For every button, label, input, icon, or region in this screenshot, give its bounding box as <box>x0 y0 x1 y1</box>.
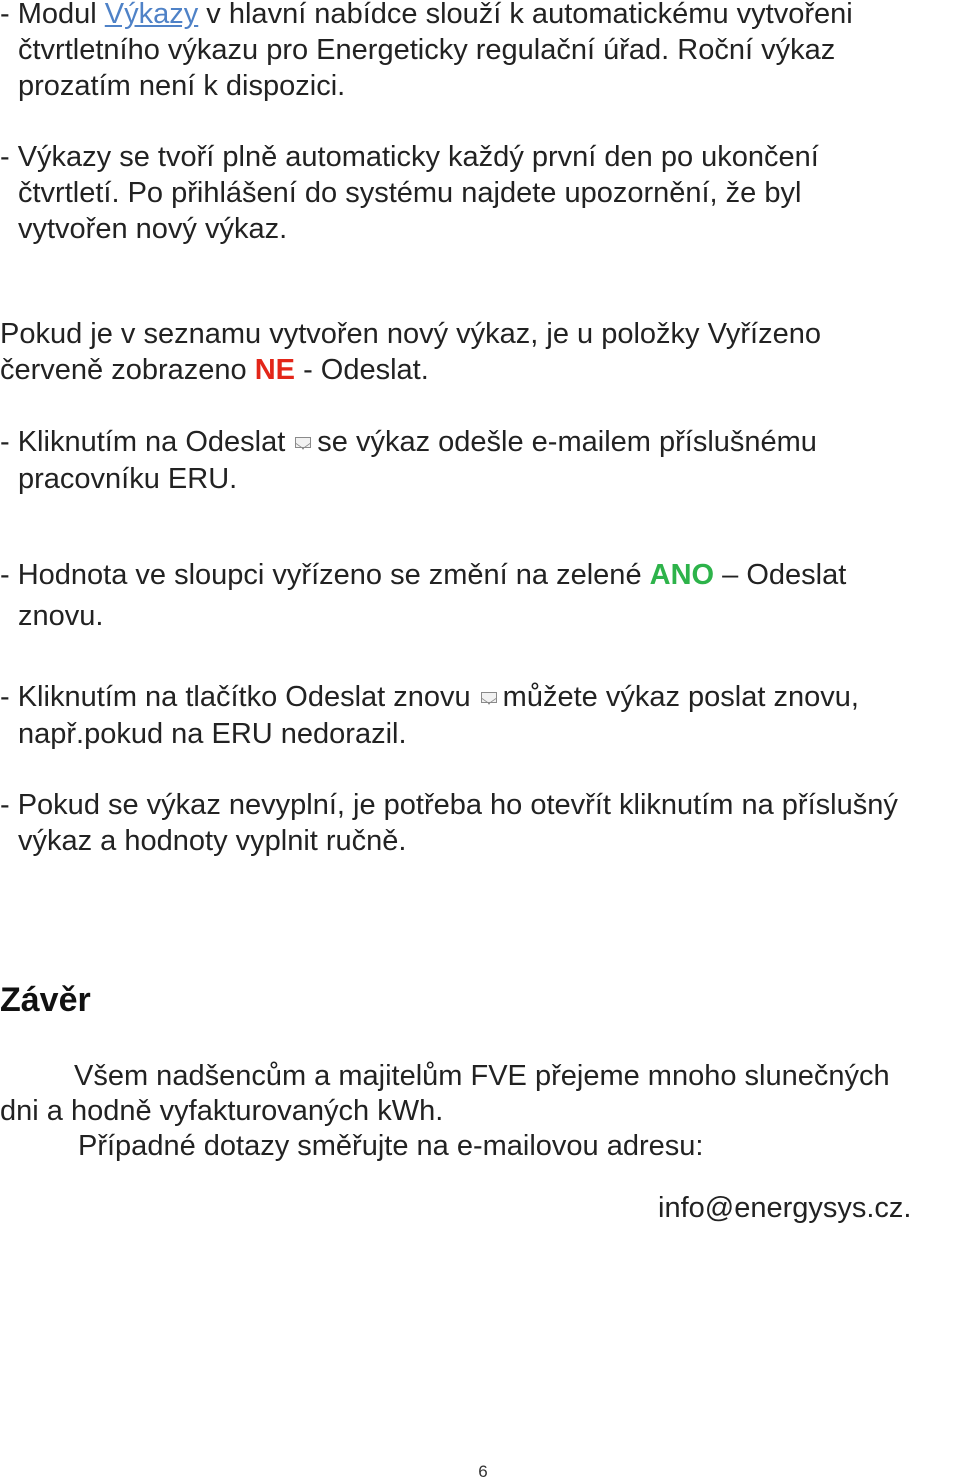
conclusion-line2: dni a hodně vyfakturovaných kWh. <box>0 1095 444 1127</box>
conclusion-line1: Všem nadšencům a majitelům FVE přejeme mnoho slunečných <box>74 1060 890 1092</box>
status-yes: ANO <box>649 559 715 591</box>
p5-line2: znovu. <box>18 600 104 632</box>
p7-line1: - Pokud se výkaz nevyplní, je potřeba ho otevřít kliknutím na příslušný <box>0 789 898 821</box>
page-number: 6 <box>478 1462 488 1481</box>
p2-line1: - Výkazy se tvoří plně automaticky každý první den po ukončení <box>0 141 819 173</box>
vykazy-link[interactable]: Výkazy <box>104 0 199 30</box>
p5-line1: - Hodnota ve sloupci vyřízeno se změní na zelené ANO – Odeslat <box>0 559 847 591</box>
p3-line1: Pokud je v seznamu vytvořen nový výkaz, je u položky Vyřízeno <box>0 318 821 350</box>
status-no: NE <box>254 354 296 386</box>
p1-line1: - Modul Výkazy v hlavní nabídce slouží k automatickému vytvořeni <box>0 0 853 30</box>
p3-line2: červeně zobrazeno NE - Odeslat. <box>0 354 429 386</box>
p2-line3: vytvořen nový výkaz. <box>18 213 288 245</box>
p6-line1: - Kliknutím na tlačítko Odeslat znovu můžete výkaz poslat znovu, <box>0 681 859 713</box>
contact-email: info@energysys.cz. <box>658 1192 912 1224</box>
p4-line1: - Kliknutím na Odeslat se výkaz odešle e-mailem příslušnému <box>0 426 817 458</box>
p2-line2: čtvrtletí. Po přihlášení do systému najdete upozornění, že byl <box>18 177 802 209</box>
p7-line2: výkaz a hodnoty vyplnit ručně. <box>18 825 407 857</box>
p1-line3: prozatím není k dispozici. <box>18 70 346 102</box>
p6-line2: např.pokud na ERU nedorazil. <box>18 718 407 750</box>
conclusion-line3: Případné dotazy směřujte na e-mailovou adresu: <box>78 1130 704 1162</box>
conclusion-heading: Závěr <box>0 981 91 1019</box>
p4-line2: pracovníku ERU. <box>18 463 238 495</box>
p1-line2: čtvrtletního výkazu pro Energeticky regulační úřad. Roční výkaz <box>18 34 836 66</box>
mail-icon <box>295 437 311 448</box>
mail-icon <box>481 692 497 703</box>
